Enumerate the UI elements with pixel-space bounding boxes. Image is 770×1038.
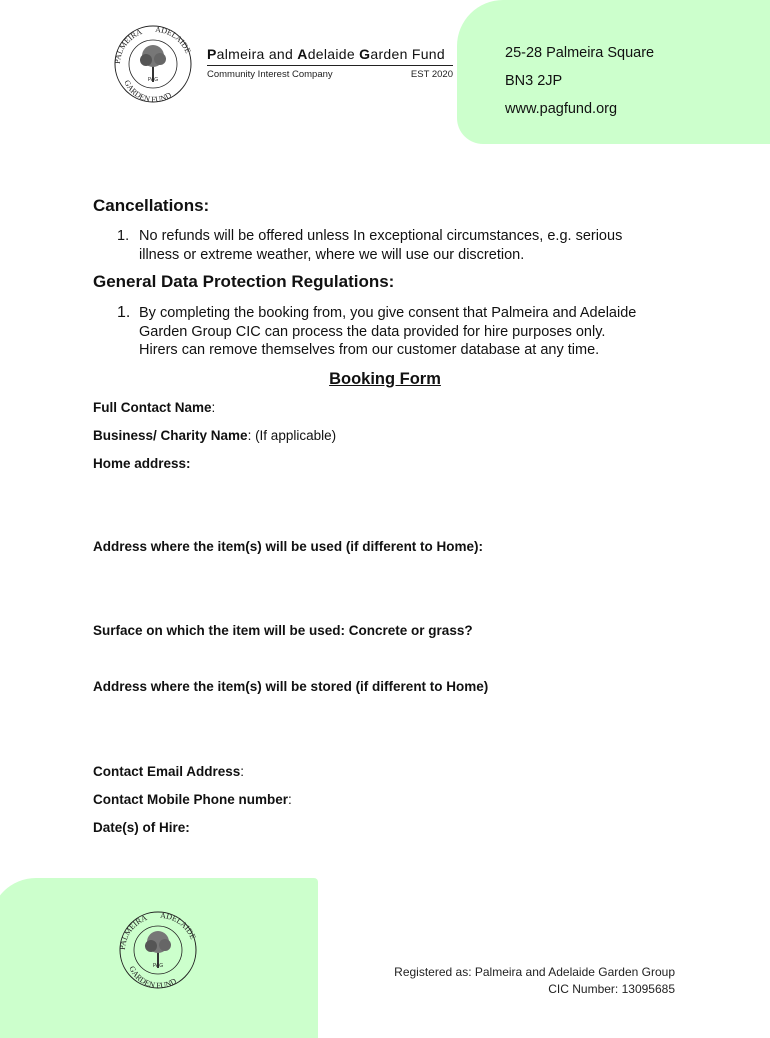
- organisation-name: Palmeira and Adelaide Garden Fund: [207, 46, 445, 62]
- field-contact-phone: Contact Mobile Phone number:: [93, 792, 292, 807]
- footer-garden-fund-logo-icon: [113, 910, 203, 990]
- footer-registered-as: Registered as: Palmeira and Adelaide Garden Group: [394, 965, 675, 979]
- booking-form-title: Booking Form: [329, 370, 441, 388]
- svg-text:GARDEN FUND: GARDEN FUND: [122, 78, 173, 104]
- organisation-established: EST 2020: [410, 69, 453, 80]
- footer-cic-number: CIC Number: 13095685: [548, 982, 675, 996]
- svg-text:PALMEIRA: PALMEIRA: [112, 27, 144, 65]
- field-surface: Surface on which the item will be used: Concrete or grass?: [93, 623, 473, 638]
- field-business-charity-name: Business/ Charity Name: (If applicable): [93, 428, 337, 443]
- field-contact-email: Contact Email Address:: [93, 764, 245, 779]
- organisation-masthead: [207, 46, 453, 80]
- svg-text:ADELAIDE: ADELAIDE: [154, 24, 193, 55]
- address-website: www.pagfund.org: [505, 101, 618, 117]
- svg-text:GARDEN FUND: GARDEN FUND: [127, 964, 178, 990]
- header-green-panel: [457, 0, 770, 144]
- footer-registration: [394, 964, 675, 998]
- field-dates-of-hire: Date(s) of Hire:: [93, 820, 190, 835]
- field-full-contact-name: Full Contact Name:: [93, 400, 216, 415]
- cancellations-item: 1. No refunds will be offered unless In exceptional circumstances, e.g. serious illness or extreme weather, where we will use our discretion.: [117, 228, 623, 263]
- field-use-address: Address where the item(s) will be used (if different to Home):: [93, 539, 484, 554]
- garden-fund-logo-icon: [108, 24, 198, 104]
- field-home-address: Home address:: [93, 456, 191, 471]
- cancellations-heading: Cancellations:: [93, 196, 210, 215]
- svg-text:PAG: PAG: [152, 963, 164, 969]
- gdpr-item: 1. By completing the booking from, you give consent that Palmeira and Adelaide Garden Group CIC can process the data provided for hire purposes only. Hirers can remove themselves from our customer database at any time.: [117, 304, 637, 358]
- masthead-divider: [207, 65, 453, 66]
- svg-text:ADELAIDE: ADELAIDE: [159, 910, 198, 941]
- organisation-subtitle: Community Interest Company: [207, 69, 333, 80]
- gdpr-heading: General Data Protection Regulations:: [93, 272, 395, 291]
- svg-text:PAG: PAG: [147, 77, 159, 83]
- field-stored-address: Address where the item(s) will be stored (if different to Home): [93, 679, 489, 694]
- address-postcode: BN3 2JP: [505, 73, 563, 89]
- svg-text:PALMEIRA: PALMEIRA: [117, 913, 149, 951]
- address-street: 25-28 Palmeira Square: [505, 45, 655, 61]
